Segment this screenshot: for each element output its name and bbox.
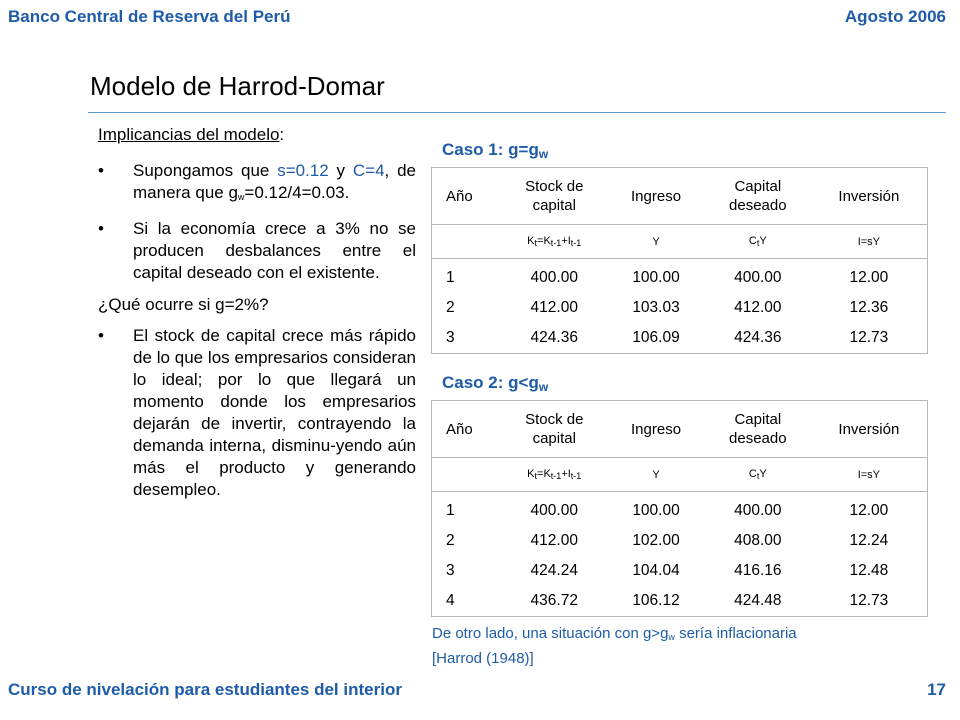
table-cell: 106.12 [632,592,680,609]
table-formula-row [432,458,928,492]
table-cell: 2 [446,532,455,549]
citation: [Harrod (1948)] [432,650,534,667]
table-cell: 12.73 [849,592,889,609]
table-cell: 3 [446,562,455,579]
header-date: Agosto 2006 [844,7,946,26]
formula-investment: I=sY [811,225,928,259]
table-cell: 424.36 [530,329,578,346]
table-cell: 1 [446,502,455,519]
table-cell: 12.00 [849,502,889,519]
col-year: Año [432,168,502,225]
table-cell: 12.73 [849,329,889,346]
title-divider [88,112,946,113]
formula-desired: $C_tY$ [705,458,811,492]
table-cell: 408.00 [734,532,782,549]
table-row [432,259,928,294]
table-cell: 412.00 [734,299,782,316]
inflation-note: De otro lado, una situación con $g>g_w$ sería inflacionaria [Harrod (1948)] [432,625,797,667]
formula-desired: $C_tY$ [705,225,811,259]
case2-table [431,400,928,617]
table-cell: 12.00 [849,269,889,286]
table-cell: 424.36 [734,329,782,346]
table-cell: 3 [446,329,455,346]
table-cell: 400.00 [530,502,578,519]
heading-colon: : [279,125,285,144]
col-income: Ingreso [607,168,705,225]
col-income: Ingreso [607,401,705,458]
col-desired-capital: Capital deseado [705,401,811,458]
table-cell: 12.48 [849,562,889,579]
case2-label: Caso 2: $g<g_w$ [442,373,549,394]
table-cell: 436.72 [530,592,578,609]
case1-label: Caso 1: $g=g_w$ [442,140,549,161]
col-investment: Inversión [811,401,928,458]
page-number: 17 [927,680,946,699]
footer-course: Curso de nivelación para estudiantes del interior [8,680,402,699]
formula-investment: I=sY [811,458,928,492]
table-row [432,492,928,527]
table-cell: 104.04 [632,562,680,579]
case1-table [431,167,928,354]
table-cell: 12.36 [849,299,889,316]
col-capital-stock: Stock de capital [501,401,607,458]
formula-income: Y [607,225,705,259]
table-cell: 400.00 [734,502,782,519]
bullet-dot: • [98,326,104,345]
bullet-dot: • [98,219,104,238]
table-row [432,293,928,323]
formula-capital: $K_t=K_{t-1}+I_{t-1}$ [501,458,607,492]
col-desired-capital: Capital deseado [705,168,811,225]
table-cell: 4 [446,592,455,609]
table-cell: 100.00 [632,269,680,286]
col-year: Año [432,401,502,458]
table-cell: 412.00 [530,299,578,316]
formula-capital: $K_t=K_{t-1}+I_{t-1}$ [501,225,607,259]
bullet-dot: • [98,161,104,180]
header-institution: Banco Central de Reserva del Perú [8,7,291,26]
table-cell: 106.09 [632,329,680,346]
table-cell: 2 [446,299,455,316]
table-cell: 1 [446,269,455,286]
table-cell: 102.00 [632,532,680,549]
table-cell: 416.16 [734,562,782,579]
table-cell: 424.24 [530,562,578,579]
slide-title: Modelo de Harrod-Domar [90,71,385,101]
table-cell: 100.00 [632,502,680,519]
implications-heading: Implicancias del modelo: [98,125,285,144]
table-row [432,556,928,586]
value-c: C=4 [352,161,385,180]
bullet-balanced-growth: • Si la economía crece a 3% no se producen desbalances entre el capital deseado con el existente. [98,219,416,282]
table-cell: 412.00 [530,532,578,549]
table-formula-row [432,225,928,259]
table-row [432,586,928,617]
value-s: s=0.12 [277,161,329,180]
table-cell: 103.03 [632,299,680,316]
table-cell: 400.00 [530,269,578,286]
col-capital-stock: Stock de capital [501,168,607,225]
table-header-row [432,168,928,225]
table-row [432,526,928,556]
table-cell: 424.48 [734,592,782,609]
col-investment: Inversión [811,168,928,225]
formula-income: Y [607,458,705,492]
question-text: ¿Qué ocurre si g=2%? [98,295,269,314]
table-row [432,323,928,354]
bullet-assumption: • Supongamos que s=0.12 y C=4, de manera que $g_w=0.12/4=0.03$. [98,161,417,202]
table-cell: 400.00 [734,269,782,286]
table-cell: 12.24 [849,532,889,549]
left-column [98,124,416,511]
table-header-row [432,401,928,458]
bullet-capital-stock: • El stock de capital crece más rápido de lo que los empresarios consideran lo ideal; por lo que llegará un momento donde los empresarios dejarán de invertir, contrayendo la demanda interna, disminu-yendo aún más el producto y generando desempleo. [98,326,416,499]
